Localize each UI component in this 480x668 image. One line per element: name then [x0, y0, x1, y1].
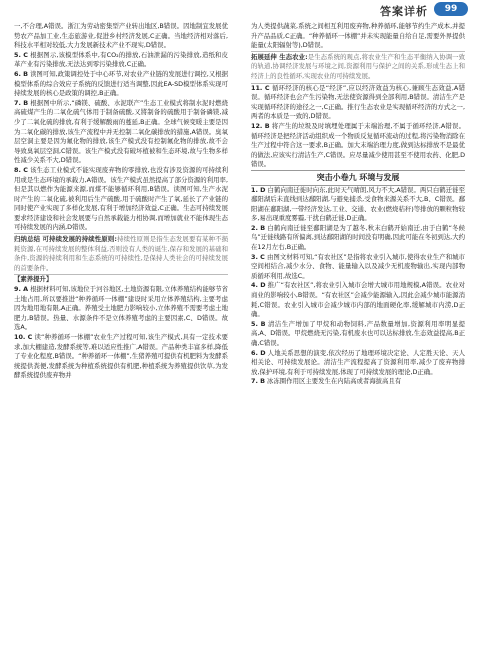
page-header [0, 0, 480, 20]
paragraph: 为人类提供蔬菜,系统之间相互利用废弃物,种养循环,能够节约生产成本,并提升产品品质,C正确。“种养循环一体棚”并未实现能量自给自足,需要外界提供能量(太阳辐射等),D错误。 [251, 22, 465, 50]
answer-text: 冰冻圈作用区主要发生在内陆高或者海拔高且有 [264, 377, 402, 386]
answer-number: 12. B [251, 121, 270, 130]
answer-item [14, 166, 228, 233]
answer-item [251, 224, 465, 253]
answer-text: 白鹤向南迁徙时向东,此时天气晴朗,风力不大,A错误。两只白鹤迁徙至鄱阳湖后未直线到达鄱阳湖,与避免捕杀,受食物来源关系不大,B、C错误。鄱阳湖在鄱阳湖,一带经济发达,工业、交通、农业(燃烧秸秆)等排放的颗粒物较多,易出现重度雾霾,干扰白鹤迁徙,D正确。 [251, 185, 466, 223]
page-number-badge: 99 [434, 2, 468, 16]
note-text: 持续性原则是指生态发展要有某种不损耗资源,在可持续发展的整体利益,否则没有人类的诞生,保存和发展的基础和条件,资源的持续利用和生态系统的可持续性,是保持人类社会的可持续发展的首要条件。 [14, 235, 229, 272]
answer-number: 10. C [14, 333, 33, 341]
answer-number: 7. B [251, 377, 265, 386]
answer-text: 读图可知,政策调控处于中心环节,对农业产业链的发展进行调控,又根据模型体系的综合效应子系统的反馈进行适当调整,因此EA-SD模型体系实现可持续发展的核心是政策的调控,B正确。 [14, 69, 228, 98]
note-text: 是生态系统的观点,将农业生产和生态平衡纳入协调一致的轨道,协调经济发展与环境之间,资源利用与保护之间的关系,形成生态上和经济上的良性循环,实现农业的可持续发展。 [251, 52, 466, 80]
header-title: 答案详析 [380, 5, 428, 18]
note-box [251, 51, 465, 84]
note-box [14, 233, 228, 275]
answer-text: 该生态工业模式不能实现废弃物的零排放,也没有涉及资源的可持续利用或是生态环境的承载力,A错误。该生产模式虽然提高了部分资源的利用率,但是其以燃作为能源来源,而煤不能够循环利用,B错误。读图可知,生产水泥时产生的二氧化硫,被利用后生产硫酸,用于硫酸时产生了氧,延长了产业链的同时使产业实现了多样化发展,有利于增加经济效益,C正确。生态可持续发展要求经济建设和社会发展要与自然承载能力相协调,而增加就业不能体现生态可持续发展的内涵,D错误。 [14, 165, 229, 232]
answer-text: 将产生的垃圾及时填埋处理属于末端治理,不属于循环经济,A错误。循环经济是把经济活动组织成一个物质反复循环流动的过程,将污染物消除在生产过程中符合这一要求,B正确。加大末端治理力度,做到达标排放不是最优的做法,应该实行清洁生产,C错误。应尽量减少使用甚至不使用农药、化肥,D错误。 [251, 121, 465, 169]
answer-text: 根据图示,该模型体系中,有CO₂的排放,石油泄漏的污染排放,造纸和皮革产业有污染排放,无法达到零污染排放,C正确。 [14, 50, 228, 69]
answer-number: 11. C [251, 83, 270, 92]
answer-number: 5. C [14, 50, 28, 59]
answer-item [14, 99, 228, 166]
answer-number: 8. C [14, 165, 28, 174]
answer-item [251, 253, 465, 282]
answer-item [251, 320, 465, 349]
right-column [251, 22, 465, 387]
note-tag: 归纳总结 [14, 235, 41, 244]
answer-text: 清洁生产增加了甲烷和动物饲料,产品数量增加,资源利用率明显提高,A、D错误。甲烷燃烧无污染,有机废水也可以达标排放,生态效益提高,B正确,C错误。 [251, 319, 466, 347]
left-column [14, 22, 228, 381]
answer-text: 根据图中所示,“磷镁、硫酸、水泥联产”生态工业模式将制水泥时燃烧高硫煤产生的二氧化硫气体用于制备硫酸,又將制备的硫酸用于制备磷镁,减少了二氧化硫的排放,有利于缓解酸雨的蔓延,B正确。全球气候变暖主要是因为二氧化碳的排放,该生产流程中并无控制二氧化碳排放的措施,A错误。臭氧层空洞主要是因为氟化物的排放,该生产模式没有控制氟化物的排放,故不会导致臭氧层空洞,C错误。该生产模式没有破坏植被和生态环境,故与生物多样性减少关系不大,D错误。 [14, 98, 228, 165]
answer-number: 5. B [251, 319, 266, 328]
answer-item [14, 70, 228, 99]
answer-number: 7. B [14, 98, 29, 107]
answer-text: 读“种养循环一体棚”农业生产过程可知,该生产模式,具有一定技术要求,加大棚建造,发酵系统等,难以适应性推广,A错误。产品种类丰富多样,降低了专业化程度,B错误。“种养循环一体棚”,生猪养殖可提供有机肥料为发酵系统提供粪便,发酵系统为种植系统提供有机肥,种植系统为养殖提供饮草,为发酵系统提供废弃物并 [14, 333, 228, 380]
answer-item [251, 84, 465, 122]
answer-number: 9. A [14, 285, 29, 294]
answer-text: 根据材料可知,该地位于河谷地区,土地资源有限,立体养殖结构能够节省土地占用,所以要推进“种养循环一体棚”建设时采用立体养殖结构,主要考虑因为地用地有限,A正确。养殖受土地肥力影响较小,立体养殖不需要考虑土地肥力,B错误。热量、水源条件不是立体养殖考虑的主要因素,C、D错误。故选A。 [14, 285, 229, 332]
answer-text: 推广“有农社区”,将农业引入城市会增大城市用地规模,A错误。农业对商业的影响较小,B错误。“有农社区”会减少能源输入,因此会减少城市能源消耗,C错误。农业引入城市会减少城市内部的地面硬化率,缓解城市内涝,D正确。 [251, 281, 465, 319]
answer-item [251, 349, 465, 378]
answer-number: 3. C [251, 252, 265, 261]
answer-item [251, 186, 465, 224]
answer-number: 1. D [251, 185, 266, 194]
answer-number: 6. D [251, 348, 266, 357]
answer-number: 2. B [251, 223, 266, 232]
section-heading: 【素养提升】 [14, 275, 53, 284]
answer-item [14, 51, 228, 70]
paragraph: 一,不合理,A错误。浙江为劳动密集型产业转出地区,B错误。因地制宜发展优势农产品加工业,生态旅游业,促进乡村经济发展,C正确。当地经济相对落后,科技水平相对较低,大力发展新技术产业不现实,D错误。 [14, 22, 228, 50]
unit-title: 突击小卷九 环境与发展 [251, 170, 465, 186]
answer-item [251, 377, 465, 387]
answer-text: 循环经济的核心是“经济”,应以经济效益为核心,兼顾生态效益,A错误。循环经济也会产生污染物,无法使资源得到全部利用,B错误。清洁生产是实现循环经济的途径之一,C正确。推行生态农业是实现循环经济的方式之一,两者的本质是一致的,D错误。 [251, 83, 465, 121]
answer-item [251, 122, 465, 170]
answer-text: 白鹤向南迁徙至鄱阳湖是为了越冬,秋末白鹤开始南迁,由于白鹤“冬候鸟”迁徙线路有所偏离,到达鄱阳湖的时间没有明确,因此可能在冬初到达,大约在12月左右,B正确。 [251, 223, 465, 252]
answer-text: 由图文材料可知,“有农社区”是指将农业引入城市,使得农业生产和城市空间相结合,减少水分、食物、能量输入以及减少无机废物输出,实现内部物质循环利用,故选C。 [251, 252, 465, 280]
answer-item [251, 281, 465, 319]
answer-item [14, 285, 228, 333]
answer-item [14, 333, 228, 381]
note-subtag: 可持续发展的持续性原则: [40, 235, 117, 244]
answer-number: 4. D [251, 281, 266, 290]
note-subtag: 生态农业: [276, 52, 308, 61]
answer-number: 6. B [14, 69, 28, 78]
note-tag: 拓展延伸 [251, 52, 277, 61]
answer-text: 人地关系思想的演变,依次经历了地理环境决定论、人定胜天论、天人相关论、可持续发展论。清洁生产流程提高了资源利用率,减少了废弃物排放,保护环境,有利于可持续发展,体现了可持续发展的理论,D正确。 [251, 348, 466, 376]
